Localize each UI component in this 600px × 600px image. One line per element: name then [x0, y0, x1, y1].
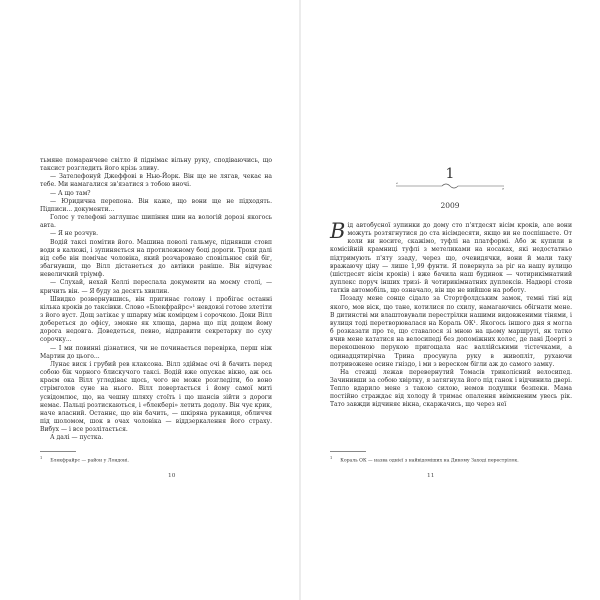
paragraph [40, 434, 272, 442]
right-page-number: 11 [427, 473, 435, 479]
paragraph-text: — Зателефонуй Джеффові в Нью-Йорк. Він ще не лягав, чекає на тебе. Ми намагалися зв'язатися з тобою вночі. [40, 173, 272, 189]
paragraph-text: Швидко розвернувшись, він пригинає голову і пробігає останні кілька кроків до таксівки. Слово «Блекфрайрс»¹ невдовзі готове злетіти з його вуст. Дощ затікає у шпарку між комірцем і сорочкою. Доки Вілл добереться до офісу, змокне як хлюща, дарма що під дощем йому дорога недовга. Доведеться, певно, відправити секретарку по суху сорочку... [40, 295, 272, 344]
left-footnote-marker: 1 [40, 456, 43, 460]
paragraph [40, 345, 272, 361]
right-footnote-rule [330, 451, 366, 452]
paragraph-text: Позаду мене сонце сідало за Стортфолдським замок, темні тіні від якого, мов віск, що тане, котилися по схилу, намагаючись обігнати мене. В дитинстві ми влаштовували перестрілки нашими видовженими тінями, і вулиця тоді перетворювалася на Кораль ОК¹. Якогось іншого дня я могла б розказати про те, що ставалося зі мною на цьому маршруті, як татко вчив мене кататися на велосипеді без допоміжних колес, де пані Доерті з перекошеною перукою пригощала нас валлійськими тістечками, а одинадцятирічна Трина просунула руку в живопліт, рухаючи потривожене осине гніздо, і ми з вереском бігли аж до самого замку. [330, 295, 572, 368]
paragraph [40, 214, 272, 230]
paragraph [330, 369, 572, 410]
right-page-text [330, 219, 572, 410]
paragraph-text: — А що там? [50, 189, 91, 197]
paragraph [40, 157, 272, 173]
paragraph [40, 361, 272, 434]
right-footnote-text: Кораль ОК — назва однієї з найвідоміших на Дикому Заході перестрілок. [340, 458, 519, 464]
paragraph-text: На стежці лежав перевернутий Томасів триколісний велосипед. Зачинивши за собою хвіртку, я затягнула його під ганок і відчинила двері. Тепло вдарило мене з такою силою, немов подушки безпеки. Мама постійно страждає від холоду й тримає опалення ввімкненим увесь рік. Тато завжди відчиняє вікна, скаржачись, що через неї [330, 368, 572, 409]
paragraph [40, 173, 272, 189]
right-footnote [330, 455, 519, 465]
right-footnote-marker: 1 [330, 456, 333, 460]
paragraph [330, 295, 572, 368]
chapter-ornament [396, 181, 504, 191]
paragraph-text: — Юридична перепона. Він каже, що вони ще не підходять. Підписи... документи... [40, 197, 272, 213]
left-page-number: 10 [168, 473, 176, 479]
paragraph-text: Лунає виск і грубий рев клаксона. Вілл здіймає очі й бачить перед собою бік чорного блискучого таксі. Водій вже опускає вікно, аж ось краєм ока Вілл угледіває щось, чого не може розгледіти, бо воно стрімголов суне на нього. Вілл повертається і йому самої миті усвідомлює, що, на чешну шляху стоїть і що шансів зійти з дороги немає. Пальці розтискаються, і «блекбері» летить додолу. Він чує крик, наче власний. Останнє, що він бачить, — шкіряна рукавиця, обличчя під шоломом, шок в очах чоловіка — віддзеркалення його страху. Вибух — і все розлітається. [40, 360, 272, 434]
opening-paragraph [330, 219, 572, 295]
left-footnote-rule [40, 451, 76, 452]
paragraph-text: А далі — пустка. [50, 434, 104, 442]
left-footnote-text: Блекфрайрс — район у Лондоні. [50, 458, 129, 464]
chapter-year: 2009 [440, 201, 460, 210]
drop-cap: В [330, 219, 346, 243]
left-footnote [40, 455, 129, 465]
paragraph [40, 279, 272, 295]
right-page [300, 0, 600, 600]
paragraph-text: — Слухай, нехай Келлі переслала документи на моєму столі, — кричить він. — Я буду за десять хвилин. [40, 279, 272, 295]
paragraph-text: тьмяне помаранчеве світло й піднімає вільну руку, сподіваючись, що таксист розгледить його крізь зливу. [40, 157, 272, 173]
left-page-text [40, 157, 272, 442]
paragraph [40, 190, 272, 198]
paragraph-text: — І ми повинні дізнатися, чи не починається перевірка, перш ніж Мартин до цього... [40, 344, 272, 360]
paragraph [40, 230, 272, 238]
paragraph-text: ід автобусної зупинки до дому сто п'ятдесят вісім кроків, але вони можуть розтягнутися до ста вісімдесяти, якщо ви не поспішаєте. От коли ви носите, скажімо, туфлі на платформі. Або ж купили в комісійній крамниці туфлі з метеликами на носаках, які недостатньо підтримують п'яту ззаду, через що, очевидячки, вони й мали таку вражаючу ціну — лише 1,99 фунти. Я повернула за ріг на нашу вулицю (шістдесят вісім кроків) і вже бачила наш будинок — чотирикімнатний дуплекс поруч інших тризі- й чотирикімнатних дуплексів. Надворі стояв татків автомобіль, що означало, він ще не вийшов на роботу. [330, 222, 572, 295]
paragraph [40, 198, 272, 214]
paragraph-text: Голос у телефоні заглушає шипіння шин на вологій дорозі якогось авта. [40, 214, 272, 230]
paragraph-text: Водій таксі помітив його. Машина поволі гальмує, піднявши стовп води в калюжі, і зупиняється на протилежному боці дороги. Трохи далі від себе він помічає чоловіка, який розчаровано сповільнює свій біг, збагнувши, що Вілл дістанеться до автівки раніше. Він відчуває невеличкий тріумф. [40, 238, 272, 279]
paragraph-text: — Я не розчув. [50, 230, 98, 238]
paragraph [40, 296, 272, 345]
chapter-number: 1 [445, 166, 455, 182]
paragraph [40, 239, 272, 280]
